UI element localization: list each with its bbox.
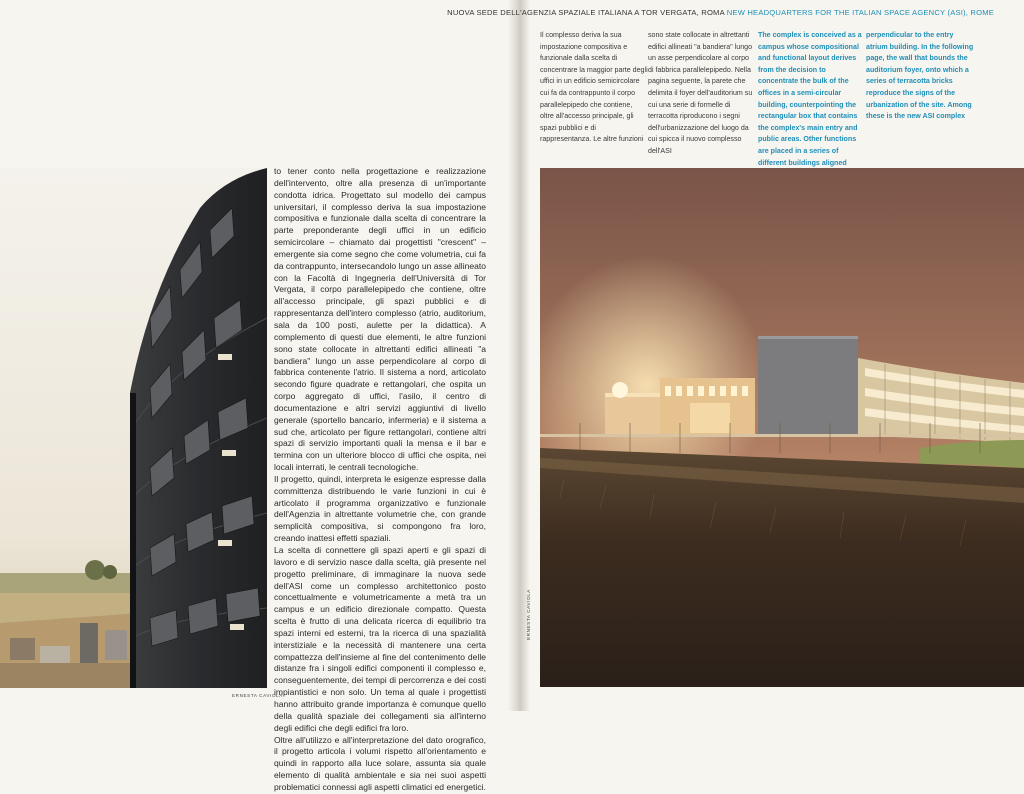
photo-credit-right: ERNESTA CAVIOLA bbox=[526, 589, 531, 640]
caption-english-col2: perpendicular to the entry atrium building. In the following page, the wall that bounds the auditorium foyer, onto which a series of terracotta bricks reproduce the signs of the urbanization of the site. Among these is the new ASI complex bbox=[866, 31, 974, 121]
caption-italian-col1: Il complesso deriva la sua impostazione compositiva e funzionale dalla scelta di concentrare la maggior parte degli uffici in un edificio semicircolare cui fa da contrappunto il corpo parallelepipedo che contiene, oltre all'accesso principale, gli spazi pubblici e di rappresentanza. Le altre funzioni bbox=[540, 31, 648, 144]
body-paragraph: Il progetto, quindi, interpreta le esigenze espresse dalla committenza distribuendo le varie funzioni in cui è articolato il programma organizzativo e funzionale dell'Agenzia in altrettante volumetrie che, con grande semplicità compositiva, si compongono fra loro, creando inattesi effetti spaziali. bbox=[274, 473, 486, 544]
body-paragraph: La scelta di connettere gli spazi aperti e gli spazi di lavoro e di servizio nasce dalla scelta, già presente nel progetto preliminare, di immaginare la nuova sede dell'ASI come un complesso architettonico posto concettualmente e volumetricamente a metà tra un campus e un edificio direzionale compatto. Questa scelta è frutto di una delicata ricerca di equilibrio tra spazi interni ed esterni, tra la ricerca di una spazialità interstiziale e la necessità di mantenere una certa compattezza dell'insieme al fine del contenimento delle distanze fra i singoli edifici componenti il complesso e, conseguentemente, dei tempi di percorrenza e dei costi impiantistici e non solo. Un tema al quale i progettisti hanno attribuito grande importanza è comunque quello della qualità spaziale dei collegamenti sia all'interno degli edifici che degli edifici fra loro. bbox=[274, 545, 486, 733]
body-paragraph: to tener conto nella progettazione e realizzazione dell'intervento, oltre alla presenza di un'importante condotta idrica. Progettato sul modello dei campus universitari, il complesso deriva la sua impostazione compositiva e funzionale dalla scelta di concentrare la parte preponderante degli uffici in un edificio semicircolare – chiamato dai progettisti "crescent" – emergente sia come segno che come volumetria, cui fa da contrappunto, intersecandolo lungo un asse allineato con la Facoltà di Ingegneria dell'Università di Tor Vergata, il corpo parallelepipedo che contiene, oltre all'accesso principale, gli spazi pubblici e di rappresentanza dell'intero complesso (atrio, auditorium, sala da 100 posti, aulette per la didattica). A complemento di questi due elementi, le altre funzioni sono state collocate in altrettanti edifici allineati "a bandiera" lungo un asse perpendicolare al corpo di fabbrica contenente l'atrio. Il sistema a nord, articolato secondo figure quadrate e rettangolari, che ospita un corpo aggregato di uffici, l'asilo, il centro di documentazione e altri servizi aggiuntivi di livello generale (sportello bancario, infermeria) e il sistema a sud che, articolato per figure rettangolari, contiene altri spazi di servizio importanti quali la mensa e il bar e termina con un ulteriore blocco di uffici che ospita, nei locali interrati, le centrali tecnologiche. bbox=[274, 166, 486, 473]
photo-credit-left: ERNESTA CAVIOLA bbox=[232, 693, 283, 698]
running-head-english: NEW HEADQUARTERS FOR THE ITALIAN SPACE AGENCY (ASI), ROME bbox=[726, 8, 994, 17]
body-paragraph: Oltre all'utilizzo e all'interpretazione del dato orografico, il progetto articola i volumi rispetto all'orientamento e quindi in rapporto alla luce solare, assunta sia quale elemento di qualità ambientale e sia nei suoi aspetti problematici connessi agli aspetti climatici ed energetici. bbox=[274, 734, 486, 792]
running-head-italian: NUOVA SEDE DELL'AGENZIA SPAZIALE ITALIANA A TOR VERGATA, ROMA bbox=[447, 8, 725, 17]
crescent-facade-photo bbox=[0, 168, 267, 688]
running-head bbox=[447, 8, 994, 17]
headquarters-dusk-photo bbox=[540, 168, 1024, 687]
article-body bbox=[274, 166, 486, 794]
caption-italian-col2: sono state collocate in altrettanti edifici allineati "a bandiera" lungo un asse perpendicolare al corpo di fabbrica parallelepipedo. Nella pagina seguente, la parete che delimita il foyer dell'auditorium su cui una serie di formelle di terracotta riproducono i segni dell'urbanizzazione del luogo da cui spicca il nuovo complesso dell'ASI bbox=[648, 31, 753, 155]
caption-english-col1: The complex is conceived as a campus whose compositional and functional layout derives from the decision to concentrate the bulk of the offices in a semi-circular building, counterpointing the rectangular box that contains the complex's main entry and public areas. Other functions are placed in a series of different buildings aligned bbox=[758, 31, 862, 167]
